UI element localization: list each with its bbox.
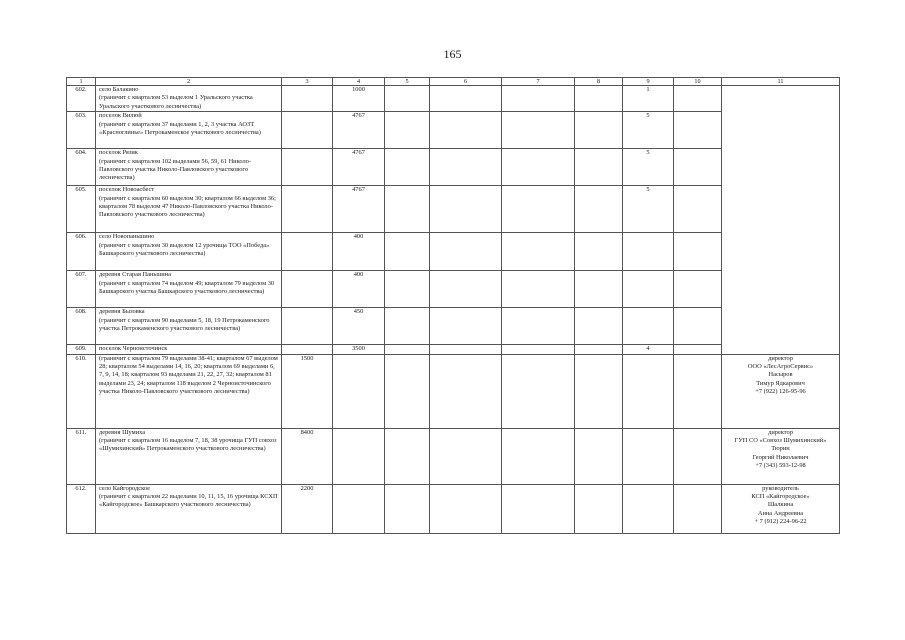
settlement-name: поселок Новоасбест xyxy=(99,186,155,194)
settlement-name: деревня Бызовка xyxy=(99,308,145,316)
column-header: 3 xyxy=(282,78,333,86)
empty-cell xyxy=(385,233,430,271)
empty-cell xyxy=(502,308,575,345)
empty-cell xyxy=(502,233,575,271)
col4-cell: 400 xyxy=(333,233,385,271)
table-row xyxy=(67,354,840,428)
col3-cell: 1500 xyxy=(282,354,333,428)
boundary-description: (граничит с кварталом 79 выделами 38-41; кварталом 67 выделом 28; кварталом 54 выделами 14, 16, 20; кварталом 69 выделами 6, 7, 9, 14, 18; кварталом 93 выделами 21, 22, 27, 32; кварталом 81 выделами 23, 24; кварталом 118 выделом 2 Черноисточинского участка Николо-Павловского участкового лесничества) xyxy=(99,354,278,396)
empty-cell xyxy=(575,233,623,271)
row-number: 611. xyxy=(67,428,96,484)
empty-cell xyxy=(575,354,623,428)
empty-cell xyxy=(502,86,575,112)
empty-cell xyxy=(502,186,575,233)
empty-cell xyxy=(430,271,502,308)
empty-cell xyxy=(674,308,722,345)
row-number: 602. xyxy=(67,86,96,112)
contact-given-name: Георгий Николаевич xyxy=(752,453,809,461)
column-header: 8 xyxy=(575,78,623,86)
empty-cell xyxy=(674,484,722,533)
row-number: 603. xyxy=(67,112,96,149)
empty-cell xyxy=(575,149,623,186)
contact-phone: + 7 (912) 224-96-22 xyxy=(754,518,807,526)
settlement-name: деревня Шумиха xyxy=(99,428,146,436)
empty-cell xyxy=(502,354,575,428)
empty-cell xyxy=(575,112,623,149)
empty-cell xyxy=(430,149,502,186)
row-number: 608. xyxy=(67,308,96,345)
empty-cell xyxy=(430,186,502,233)
boundary-description: (граничит с кварталом 37 выделами 1, 2, 3 участка АОЗТ «Красноглинье» Петрокаменское участкового лесничества) xyxy=(99,120,261,137)
empty-cell xyxy=(385,308,430,345)
col4-cell: 450 xyxy=(333,308,385,345)
empty-cell xyxy=(385,354,430,428)
contact-position: директор xyxy=(768,428,793,436)
col3-cell xyxy=(282,186,333,233)
empty-cell xyxy=(502,428,575,484)
contact-phone: +7 (343) 593-12-98 xyxy=(755,462,806,470)
page-number: 165 xyxy=(443,47,462,61)
column-header: 4 xyxy=(333,78,385,86)
col4-cell xyxy=(333,484,385,533)
row-number: 607. xyxy=(67,271,96,308)
col4-cell: 1000 xyxy=(333,86,385,112)
boundary-description: (граничит с кварталом 30 выделом 12 урочища ТОО «Победа» Башкарского участкового лесничества) xyxy=(99,241,270,258)
col9-cell: 5 xyxy=(623,186,674,233)
contact-surname: Шалкина xyxy=(767,501,794,509)
table-row xyxy=(67,86,840,112)
boundary-description: (граничит с кварталом 22 выделами 10, 11, 15, 16 урочища КСХП «Кайгородское» Башкарского участкового лесничества) xyxy=(99,493,278,509)
settlement-cell xyxy=(96,271,282,308)
empty-cell xyxy=(674,428,722,484)
empty-cell xyxy=(385,428,430,484)
empty-cell xyxy=(385,345,430,354)
col3-cell xyxy=(282,308,333,345)
row-number: 604. xyxy=(67,149,96,186)
contact-given-name: Анна Андреевна xyxy=(757,509,804,517)
col3-cell: 2200 xyxy=(282,484,333,533)
row-number: 609. xyxy=(67,345,96,354)
contact-cell-empty xyxy=(722,86,840,355)
col9-cell: 1 xyxy=(623,86,674,112)
empty-cell xyxy=(430,428,502,484)
empty-cell xyxy=(575,186,623,233)
empty-cell xyxy=(430,86,502,112)
empty-cell xyxy=(385,86,430,112)
empty-cell xyxy=(575,345,623,354)
column-header: 7 xyxy=(502,78,575,86)
contact-cell xyxy=(722,428,840,484)
empty-cell xyxy=(385,112,430,149)
boundary-description: (граничит с кварталом 53 выделом 1 Уральского участка Уральского участкового лесничества) xyxy=(99,94,253,110)
empty-cell xyxy=(385,484,430,533)
col3-cell xyxy=(282,345,333,354)
col3-cell xyxy=(282,271,333,308)
row-number: 610. xyxy=(67,354,96,428)
contact-organization: ООО «ЛесАгроСервис» xyxy=(747,363,814,371)
column-header: 10 xyxy=(674,78,722,86)
column-header: 1 xyxy=(67,78,96,86)
col4-cell xyxy=(333,428,385,484)
row-number: 605. xyxy=(67,186,96,233)
boundary-description: (граничит с кварталом 16 выделом 7, 18, 38 урочища ГУП совхоз «Шумихинский» Петрокаменского участкового лесничества) xyxy=(99,437,277,453)
col9-cell xyxy=(623,428,674,484)
contact-cell xyxy=(722,484,840,533)
empty-cell xyxy=(575,271,623,308)
empty-cell xyxy=(674,112,722,149)
settlement-cell xyxy=(96,484,282,533)
empty-cell xyxy=(502,149,575,186)
col9-cell xyxy=(623,484,674,533)
boundary-description: (граничит с кварталом 60 выделом 30; кварталом 66 выделом 36; кварталом 78 выделом 47 Николо-Павловского участка Николо-Павловского участкового лесничества) xyxy=(99,194,276,219)
settlement-name: село Новопаньшино xyxy=(99,233,155,241)
boundary-description: (граничит с кварталом 102 выделами 56, 59, 61 Николо-Павловского участка Николо-Павловского участкового лесничества) xyxy=(99,157,252,182)
empty-cell xyxy=(674,86,722,112)
empty-cell xyxy=(674,271,722,308)
contact-surname: Тюрин xyxy=(771,445,790,453)
empty-cell xyxy=(575,484,623,533)
column-header: 11 xyxy=(722,78,840,86)
settlement-cell xyxy=(96,345,282,354)
empty-cell xyxy=(674,354,722,428)
empty-cell xyxy=(430,112,502,149)
col4-cell: 400 xyxy=(333,271,385,308)
empty-cell xyxy=(674,186,722,233)
col9-cell: 4 xyxy=(623,345,674,354)
col9-cell xyxy=(623,271,674,308)
settlement-cell xyxy=(96,233,282,271)
empty-cell xyxy=(430,345,502,354)
empty-cell xyxy=(575,308,623,345)
row-number: 612. xyxy=(67,484,96,533)
contact-cell xyxy=(722,354,840,428)
row-number: 606. xyxy=(67,233,96,271)
empty-cell xyxy=(502,345,575,354)
col9-cell xyxy=(623,354,674,428)
empty-cell xyxy=(430,308,502,345)
settlement-name: деревня Старая Паньшина xyxy=(99,271,171,279)
empty-cell xyxy=(385,186,430,233)
col9-cell: 5 xyxy=(623,149,674,186)
contact-given-name: Тимур Ядкарович xyxy=(756,379,805,387)
settlement-cell xyxy=(96,186,282,233)
settlement-cell xyxy=(96,308,282,345)
column-header: 2 xyxy=(96,78,282,86)
empty-cell xyxy=(502,484,575,533)
empty-cell xyxy=(430,484,502,533)
contact-surname: Насыров xyxy=(768,371,793,379)
contact-phone: +7 (922) 126-95-96 xyxy=(755,388,806,396)
col3-cell xyxy=(282,86,333,112)
empty-cell xyxy=(385,271,430,308)
settlement-cell xyxy=(96,354,282,428)
contact-position: руководитель xyxy=(762,484,799,492)
settlement-cell xyxy=(96,149,282,186)
empty-cell xyxy=(674,345,722,354)
empty-cell xyxy=(430,354,502,428)
boundary-description: (граничит с кварталом 74 выделом 49; кварталом 79 выделом 30 Башкарского участка Башкарского участкового лесничества) xyxy=(99,279,275,296)
col4-cell: 3500 xyxy=(333,345,385,354)
settlement-cell xyxy=(96,112,282,149)
header-row xyxy=(67,78,840,86)
contact-organization: ГУП СО «Совхоз Шумихинский» xyxy=(734,437,827,445)
empty-cell xyxy=(430,233,502,271)
empty-cell xyxy=(575,86,623,112)
settlements-table xyxy=(66,77,840,534)
column-header: 6 xyxy=(430,78,502,86)
contact-position: директор xyxy=(768,354,793,362)
empty-cell xyxy=(502,112,575,149)
col3-cell xyxy=(282,149,333,186)
col9-cell xyxy=(623,233,674,271)
table-row xyxy=(67,484,840,533)
settlement-name: поселок Вилюй xyxy=(99,112,142,120)
col4-cell xyxy=(333,354,385,428)
col9-cell xyxy=(623,308,674,345)
settlement-name: село Балакино xyxy=(99,86,139,93)
boundary-description: (граничит с кварталом 90 выделами 5, 18, 19 Петрокаменского участка Петрокаменского участкового лесничества) xyxy=(99,316,270,333)
col3-cell xyxy=(282,233,333,271)
empty-cell xyxy=(575,428,623,484)
settlement-cell xyxy=(96,86,282,112)
empty-cell xyxy=(674,233,722,271)
empty-cell xyxy=(674,149,722,186)
column-header: 9 xyxy=(623,78,674,86)
settlement-name: поселок Черноисточинск xyxy=(99,345,168,353)
col3-cell: 8400 xyxy=(282,428,333,484)
settlement-cell xyxy=(96,428,282,484)
col4-cell: 4767 xyxy=(333,186,385,233)
empty-cell xyxy=(385,149,430,186)
settlement-name: поселок Рязик xyxy=(99,149,138,157)
settlement-name: село Кайгородское xyxy=(99,484,151,492)
col4-cell: 4767 xyxy=(333,112,385,149)
col3-cell xyxy=(282,112,333,149)
table-row xyxy=(67,428,840,484)
col4-cell: 4767 xyxy=(333,149,385,186)
column-header: 5 xyxy=(385,78,430,86)
contact-organization: КСП «Кайгородское» xyxy=(751,493,810,501)
col9-cell: 5 xyxy=(623,112,674,149)
empty-cell xyxy=(502,271,575,308)
